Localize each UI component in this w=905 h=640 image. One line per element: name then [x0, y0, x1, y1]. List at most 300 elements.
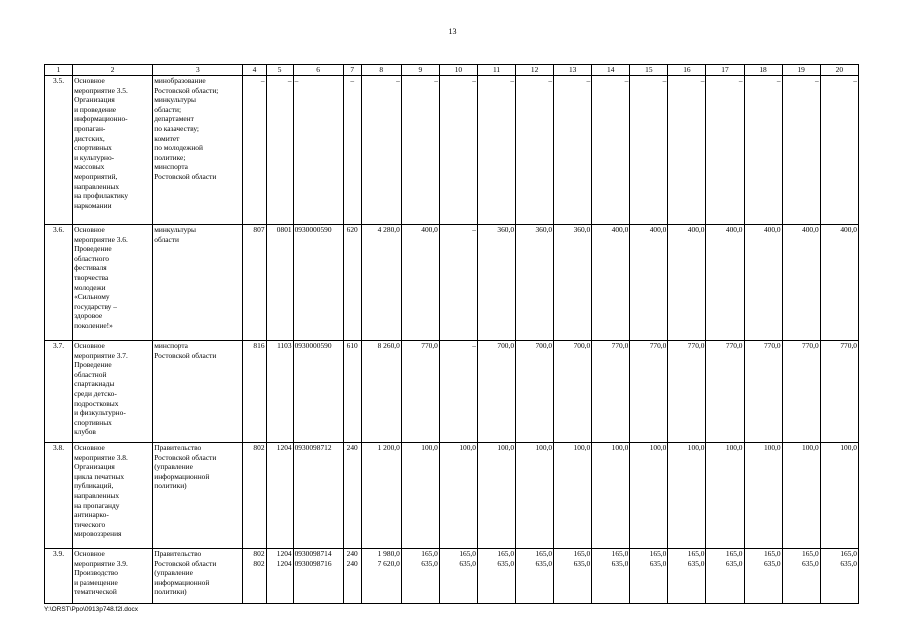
year-amount: [439, 549, 477, 604]
activity-name-line: Основное: [74, 76, 105, 85]
year-amount-line: 100,0: [649, 443, 667, 452]
executor-line: политики): [154, 587, 187, 597]
activity-name-line: спортивных: [74, 143, 112, 153]
year-amount-line: –: [738, 76, 743, 85]
year-amount: [706, 341, 744, 443]
total-amount-line: 1 200,0: [377, 443, 400, 452]
year-amount-line: 770,0: [802, 341, 819, 350]
year-amount: [668, 225, 706, 341]
activity-name-line: тического: [74, 519, 106, 529]
column-number: 16: [668, 65, 706, 76]
table-row: [45, 225, 859, 341]
year-amount: [401, 549, 439, 604]
year-amount: [477, 76, 515, 225]
column-number: 11: [477, 65, 515, 76]
executor-line: политике;: [154, 152, 186, 162]
year-amount: [439, 76, 477, 225]
year-amount-line: 360,0: [573, 225, 591, 234]
ministry-code-line: 802: [253, 443, 265, 452]
year-amount: [706, 225, 744, 341]
ministry-code-line: 807: [253, 225, 265, 234]
executor: [153, 225, 243, 341]
activity-name-line: и культурно-: [74, 152, 115, 162]
year-amount-line: 400,0: [421, 225, 438, 234]
year-amount: [820, 443, 858, 549]
year-amount-line: 165,0: [611, 549, 629, 558]
activity-name-line: Организация: [74, 462, 115, 472]
activity-name-line: и размещение: [74, 577, 118, 587]
total-amount-line: 4 280,0: [377, 225, 400, 234]
year-amount-line: –: [700, 76, 705, 85]
year-amount-line: 100,0: [535, 443, 553, 452]
year-amount-line: –: [472, 225, 476, 234]
target-item-code: [293, 341, 343, 443]
year-amount-line: –: [434, 76, 438, 85]
year-amount: [401, 341, 439, 443]
year-amount-line: 165,0: [802, 549, 819, 558]
year-amount: [592, 443, 630, 549]
target-item-code: [293, 443, 343, 549]
year-amount-line: –: [548, 76, 553, 85]
year-amount: [782, 341, 820, 443]
ministry-code-line: 816: [253, 341, 265, 350]
activity-name-line: государству –: [74, 301, 117, 311]
year-amount-line: 635,0: [497, 558, 515, 568]
year-amount: [401, 76, 439, 225]
column-number: 1: [45, 65, 73, 76]
activity-name-line: творчества: [74, 272, 109, 282]
target-item-code-line: 0930000590: [294, 341, 332, 350]
year-amount-line: 100,0: [725, 443, 743, 452]
table-row: [45, 76, 859, 225]
activity-name: [73, 341, 153, 443]
expense-type-code: [343, 443, 361, 549]
activity-name-line: информационно-: [74, 114, 128, 124]
year-amount-line: –: [472, 341, 476, 350]
year-amount: [401, 443, 439, 549]
activity-name-line: Производство: [74, 568, 118, 578]
year-amount-line: 770,0: [763, 341, 781, 350]
year-amount-line: 635,0: [840, 558, 857, 568]
expense-type-code-line: 240: [346, 558, 358, 568]
activity-name-line: Организация: [74, 95, 115, 105]
year-amount: [516, 341, 554, 443]
column-number: 9: [401, 65, 439, 76]
executor-line: информационной: [154, 577, 210, 587]
column-number: 19: [782, 65, 820, 76]
year-amount-line: 100,0: [611, 443, 629, 452]
year-amount: [439, 341, 477, 443]
year-amount-line: –: [472, 76, 476, 85]
activity-name-line: мероприятий,: [74, 171, 118, 181]
executor-line: минкультуры: [154, 95, 196, 105]
year-amount-line: 165,0: [840, 549, 857, 558]
ministry-code-line: 802: [253, 549, 265, 558]
year-amount: [744, 225, 782, 341]
column-number-row: [45, 65, 859, 76]
section-code-line: 0801: [276, 225, 292, 234]
year-amount-line: –: [586, 76, 591, 85]
year-amount: [668, 443, 706, 549]
year-amount-line: 770,0: [725, 341, 743, 350]
table-row: [45, 341, 859, 443]
year-amount-line: –: [853, 76, 857, 85]
year-amount-line: 635,0: [573, 558, 591, 568]
activity-name-line: Проведение: [74, 244, 112, 254]
activity-name-line: Основное: [74, 443, 105, 452]
activity-name-line: направленных: [74, 181, 120, 191]
row-number: 3.9.: [45, 549, 73, 604]
total-amount: [361, 341, 401, 443]
year-amount: [744, 76, 782, 225]
year-amount: [477, 341, 515, 443]
year-amount-line: 100,0: [421, 443, 438, 452]
year-amount: [820, 76, 858, 225]
expense-type-code-line: –: [350, 76, 355, 85]
year-amount: [706, 549, 744, 604]
executor-line: комитет: [154, 133, 180, 143]
activity-name-line: Основное: [74, 225, 105, 234]
year-amount: [439, 443, 477, 549]
executor-line: минспорта: [154, 341, 188, 350]
year-amount-line: 700,0: [535, 341, 553, 350]
section-code: [266, 225, 293, 341]
expense-type-code: [343, 549, 361, 604]
section-code-line: 1204: [276, 549, 292, 558]
year-amount-line: 165,0: [687, 549, 705, 558]
expense-type-code: [343, 341, 361, 443]
executor-line: Ростовской области: [154, 452, 217, 462]
target-item-code-line: 0930098712: [294, 443, 332, 452]
table-row: [45, 443, 859, 549]
year-amount: [554, 225, 592, 341]
year-amount-line: 400,0: [763, 225, 781, 234]
activity-name-line: мероприятие 3.9.: [74, 558, 128, 568]
row-number: 3.5.: [45, 76, 73, 225]
activity-name-line: антинарко-: [74, 510, 109, 520]
column-number: 10: [439, 65, 477, 76]
activity-name-line: среди детско-: [74, 388, 117, 398]
executor-line: области;: [154, 104, 182, 114]
executor-line: Ростовской области: [154, 558, 217, 568]
year-amount: [744, 341, 782, 443]
year-amount-line: 100,0: [573, 443, 591, 452]
column-number: 20: [820, 65, 858, 76]
ministry-code: [243, 549, 266, 604]
year-amount-line: 635,0: [649, 558, 667, 568]
total-amount-line: 7 620,0: [377, 558, 400, 568]
ministry-code: [243, 225, 266, 341]
total-amount: [361, 76, 401, 225]
target-item-code: [293, 549, 343, 604]
year-amount-line: 400,0: [725, 225, 743, 234]
activity-name: [73, 549, 153, 604]
column-number: 5: [266, 65, 293, 76]
year-amount-line: 165,0: [573, 549, 591, 558]
ministry-code-line: 802: [253, 558, 265, 568]
activity-name-line: мероприятие 3.5.: [74, 85, 128, 95]
year-amount-line: 400,0: [611, 225, 629, 234]
year-amount: [668, 341, 706, 443]
year-amount: [706, 76, 744, 225]
executor-line: Ростовской области: [154, 350, 217, 360]
year-amount: [820, 549, 858, 604]
activity-name-line: мероприятие 3.8.: [74, 452, 128, 462]
activity-name-line: тематической: [74, 587, 117, 597]
budget-table: [44, 64, 859, 604]
target-item-code: [293, 225, 343, 341]
year-amount-line: 360,0: [497, 225, 515, 234]
year-amount: [554, 76, 592, 225]
column-number: 8: [361, 65, 401, 76]
year-amount: [516, 549, 554, 604]
year-amount: [630, 549, 668, 604]
column-number: 6: [293, 65, 343, 76]
activity-name: [73, 443, 153, 549]
total-amount: [361, 225, 401, 341]
year-amount-line: 635,0: [459, 558, 476, 568]
year-amount: [820, 225, 858, 341]
year-amount: [630, 443, 668, 549]
column-number: 18: [744, 65, 782, 76]
total-amount: [361, 443, 401, 549]
executor-line: минспорта: [154, 162, 188, 172]
activity-name-line: Проведение: [74, 360, 112, 370]
section-code-line: 1204: [276, 558, 292, 568]
year-amount-line: –: [814, 76, 819, 85]
target-item-code-line: 0930098714: [294, 549, 332, 558]
executor-line: Правительство: [154, 443, 202, 452]
year-amount: [744, 549, 782, 604]
expense-type-code-line: 240: [346, 443, 358, 452]
section-code: [266, 443, 293, 549]
section-code-line: 1204: [276, 443, 292, 452]
activity-name-line: «Сильному: [74, 292, 110, 302]
activity-name-line: клубов: [74, 427, 96, 437]
year-amount: [516, 76, 554, 225]
page-number: 13: [448, 27, 457, 36]
ministry-code: [243, 341, 266, 443]
year-amount-line: 100,0: [802, 443, 819, 452]
year-amount-line: 165,0: [535, 549, 553, 558]
activity-name: [73, 225, 153, 341]
target-item-code: [293, 76, 343, 225]
column-number: 2: [73, 65, 153, 76]
column-number: 12: [516, 65, 554, 76]
activity-name: [73, 76, 153, 225]
year-amount: [668, 76, 706, 225]
executor: [153, 341, 243, 443]
year-amount: [554, 341, 592, 443]
year-amount: [744, 443, 782, 549]
year-amount-line: 770,0: [649, 341, 667, 350]
year-amount: [592, 341, 630, 443]
column-number: 3: [153, 65, 243, 76]
year-amount-line: 165,0: [763, 549, 781, 558]
target-item-code-line: 0930098716: [294, 558, 332, 568]
year-amount-line: 100,0: [840, 443, 857, 452]
activity-name-line: Основное: [74, 549, 105, 558]
year-amount: [668, 549, 706, 604]
section-code: [266, 341, 293, 443]
section-code-line: –: [287, 76, 292, 85]
executor-line: (управление: [154, 462, 193, 472]
activity-name-line: Основное: [74, 341, 105, 350]
executor-line: Ростовской области;: [154, 85, 219, 95]
executor: [153, 443, 243, 549]
year-amount-line: 165,0: [421, 549, 438, 558]
year-amount-line: 635,0: [535, 558, 553, 568]
expense-type-code: [343, 76, 361, 225]
column-number: 17: [706, 65, 744, 76]
total-amount-line: 1 980,0: [377, 549, 400, 558]
row-number: 3.6.: [45, 225, 73, 341]
activity-name-line: здоровое: [74, 311, 103, 321]
expense-type-code-line: 240: [346, 549, 358, 558]
expense-type-code-line: 620: [346, 225, 358, 234]
year-amount: [516, 225, 554, 341]
column-number: 7: [343, 65, 361, 76]
year-amount-line: 770,0: [421, 341, 438, 350]
total-amount-line: –: [396, 76, 400, 85]
target-item-code-line: –: [294, 76, 299, 85]
executor-line: политики): [154, 481, 187, 491]
year-amount-line: 400,0: [840, 225, 857, 234]
year-amount-line: 400,0: [687, 225, 705, 234]
year-amount: [630, 341, 668, 443]
year-amount-line: 165,0: [459, 549, 476, 558]
activity-name-line: молодежи: [74, 282, 106, 292]
activity-name-line: массовых: [74, 162, 105, 172]
executor-line: минобразование: [154, 76, 206, 85]
year-amount-line: 635,0: [763, 558, 781, 568]
expense-type-code-line: 610: [346, 341, 358, 350]
year-amount-line: –: [662, 76, 667, 85]
year-amount-line: 635,0: [421, 558, 438, 568]
year-amount: [516, 443, 554, 549]
year-amount-line: 635,0: [687, 558, 705, 568]
year-amount: [782, 225, 820, 341]
year-amount: [439, 225, 477, 341]
year-amount: [782, 76, 820, 225]
executor-line: информационной: [154, 471, 210, 481]
activity-name-line: наркомании: [74, 200, 112, 210]
executor-line: по молодежной: [154, 143, 203, 153]
activity-name-line: мероприятие 3.7.: [74, 350, 128, 360]
total-amount: [361, 549, 401, 604]
year-amount: [477, 225, 515, 341]
column-number: 4: [243, 65, 266, 76]
year-amount: [477, 443, 515, 549]
activity-name-line: и физкультурно-: [74, 408, 126, 418]
executor-line: области: [154, 234, 179, 244]
year-amount: [782, 549, 820, 604]
year-amount-line: –: [624, 76, 629, 85]
executor: [153, 76, 243, 225]
column-number: 15: [630, 65, 668, 76]
year-amount-line: 635,0: [802, 558, 819, 568]
year-amount-line: 100,0: [497, 443, 515, 452]
activity-name-line: и проведение: [74, 104, 117, 114]
ministry-code: [243, 443, 266, 549]
activity-name-line: областного: [74, 253, 110, 263]
column-number: 14: [592, 65, 630, 76]
year-amount-line: 700,0: [573, 341, 591, 350]
year-amount-line: 100,0: [687, 443, 705, 452]
expense-type-code: [343, 225, 361, 341]
activity-name-line: пропаган-: [74, 123, 106, 133]
executor: [153, 549, 243, 604]
year-amount: [554, 549, 592, 604]
activity-name-line: на профилактику: [74, 191, 129, 201]
table-row: [45, 549, 859, 604]
activity-name-line: фестиваля: [74, 263, 107, 273]
activity-name-line: спортивных: [74, 417, 112, 427]
activity-name-line: на пропаганду: [74, 500, 120, 510]
activity-name-line: направленных: [74, 490, 120, 500]
year-amount-line: 165,0: [497, 549, 515, 558]
year-amount-line: 700,0: [497, 341, 515, 350]
section-code: [266, 76, 293, 225]
year-amount-line: 770,0: [611, 341, 629, 350]
activity-name-line: публикаций,: [74, 481, 114, 491]
year-amount-line: 770,0: [687, 341, 705, 350]
year-amount-line: 360,0: [535, 225, 553, 234]
row-number: 3.8.: [45, 443, 73, 549]
ministry-code-line: –: [260, 76, 265, 85]
section-code-line: 1103: [277, 341, 292, 350]
year-amount: [477, 549, 515, 604]
year-amount-line: –: [510, 76, 515, 85]
executor-line: департамент: [154, 114, 194, 124]
year-amount-line: 165,0: [725, 549, 743, 558]
year-amount-line: –: [776, 76, 781, 85]
executor-line: Ростовской области: [154, 171, 217, 181]
year-amount-line: 770,0: [840, 341, 857, 350]
activity-name-line: поколение!»: [74, 320, 113, 330]
activity-name-line: подростковых: [74, 398, 119, 408]
activity-name-line: дистских,: [74, 133, 105, 143]
year-amount: [706, 443, 744, 549]
year-amount-line: 165,0: [649, 549, 667, 558]
row-number: 3.7.: [45, 341, 73, 443]
activity-name-line: спартакиады: [74, 379, 115, 389]
year-amount: [630, 76, 668, 225]
section-code: [266, 549, 293, 604]
activity-name-line: цикла печатных: [74, 471, 125, 481]
file-path-footer: Y:\ORST\Ppo\0913p748.f2l.docx: [44, 606, 138, 613]
year-amount-line: 400,0: [802, 225, 819, 234]
year-amount-line: 635,0: [611, 558, 629, 568]
ministry-code: [243, 76, 266, 225]
year-amount-line: 100,0: [763, 443, 781, 452]
year-amount: [554, 443, 592, 549]
target-item-code-line: 0930000590: [294, 225, 332, 234]
year-amount-line: 100,0: [459, 443, 476, 452]
year-amount: [592, 225, 630, 341]
total-amount-line: 8 260,0: [377, 341, 400, 350]
executor-line: (управление: [154, 568, 193, 578]
year-amount-line: 635,0: [725, 558, 743, 568]
year-amount: [782, 443, 820, 549]
activity-name-line: мероприятие 3.6.: [74, 234, 128, 244]
year-amount: [630, 225, 668, 341]
activity-name-line: мировоззрения: [74, 529, 122, 539]
column-number: 13: [554, 65, 592, 76]
executor-line: минкультуры: [154, 225, 196, 234]
executor-line: Правительство: [154, 549, 202, 558]
year-amount: [592, 76, 630, 225]
